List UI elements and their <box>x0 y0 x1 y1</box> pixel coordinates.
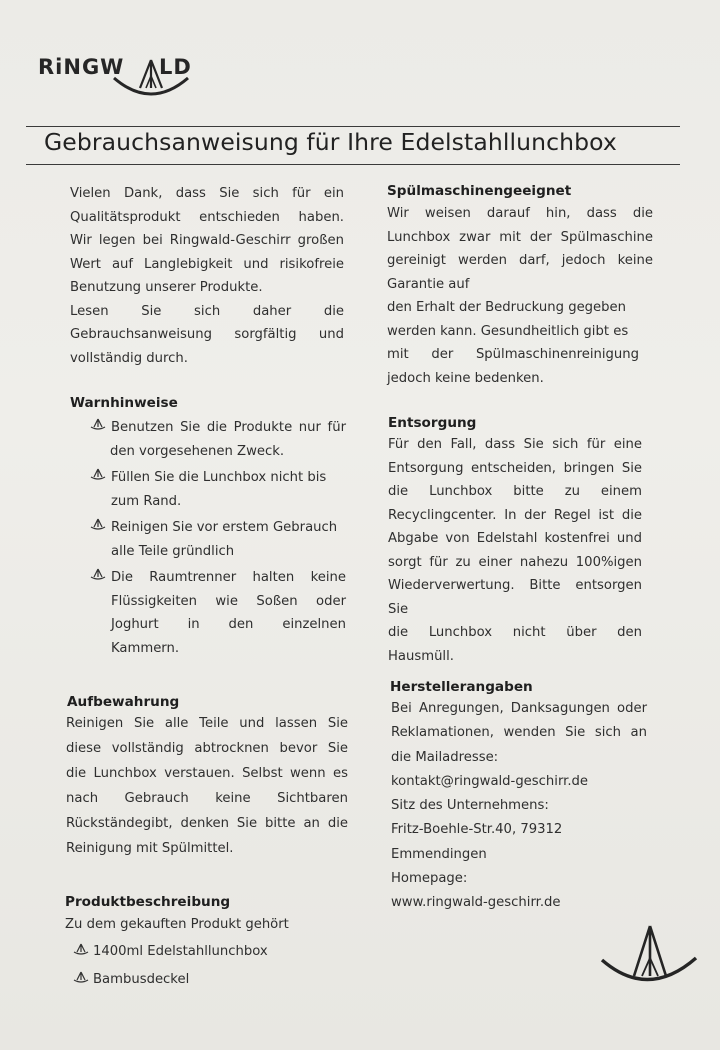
title-rule-bottom <box>26 164 680 165</box>
disposal-line: Abgabe von Edelstahl kostenfrei und <box>388 531 642 546</box>
warning-line: Benutzen Sie die Produkte nur für <box>111 420 346 435</box>
disposal-line: Entsorgung entscheiden, bringen Sie <box>388 460 642 476</box>
intro-line: Wert auf Langlebigkeit und risikofreie <box>70 256 344 272</box>
disposal-line: sorgt für zu einer nahezu 100%igen <box>388 554 642 570</box>
warning-item <box>90 566 346 660</box>
intro-line: vollständig durch. <box>70 350 188 366</box>
disposal-paragraph <box>388 433 642 668</box>
warning-line: den vorgesehenen Zweck. <box>110 443 285 459</box>
warning-line: Reinigen Sie vor erstem Gebrauch <box>111 520 338 535</box>
left-column <box>70 182 344 370</box>
manufacturer-city: Emmendingen <box>391 846 487 862</box>
title-rule-top <box>26 126 680 127</box>
dishwasher-line: werden kann. Gesundheitlich gibt es <box>387 323 629 339</box>
warning-item <box>90 466 346 513</box>
manufacturer-line: Homepage: <box>391 871 468 887</box>
product-item-label: 1400ml Edelstahllunchbox <box>93 944 268 959</box>
storage-paragraph <box>66 711 348 861</box>
storage-line: nach Gebrauch keine Sichtbaren <box>66 791 348 806</box>
storage-line: diese vollständig abtrocknen bevor Sie <box>66 741 348 756</box>
manufacturer-heading: Herstellerangaben <box>390 679 533 695</box>
warning-line: Flüssigkeiten wie Soßen oder <box>111 593 346 609</box>
intro-line: Wir legen bei Ringwald-Geschirr großen <box>70 233 344 248</box>
disposal-line: Für den Fall, dass Sie sich für eine <box>388 437 642 452</box>
warning-item <box>90 416 346 463</box>
warning-line: alle Teile gründlich <box>111 543 235 559</box>
product-item <box>65 940 355 964</box>
storage-line: Reinigung mit Spülmittel. <box>66 841 234 856</box>
product-section <box>65 913 355 992</box>
intro-line: Qualitätsprodukt entschieden haben. <box>70 209 344 225</box>
dishwasher-line: Garantie auf <box>387 276 470 292</box>
logo-graphic <box>38 50 203 100</box>
product-intro: Zu dem gekauften Produkt gehört <box>65 917 289 932</box>
dishwasher-line: Lunchbox zwar mit der Spülmaschine <box>387 229 653 245</box>
storage-line: Rückständegibt, denken Sie bitte an die <box>66 816 348 831</box>
manufacturer-line: Sitz des Unternehmens: <box>391 798 549 814</box>
logo-text-left: RiNGW <box>38 55 125 79</box>
tent-icon <box>90 518 106 530</box>
dishwasher-line: den Erhalt der Bedruckung gegeben <box>387 300 627 315</box>
storage-heading: Aufbewahrung <box>67 694 180 710</box>
logo-text-right: LD <box>159 55 192 79</box>
page-title: Gebrauchsanweisung für Ihre Edelstahllunchbox <box>44 128 617 156</box>
product-item <box>65 968 355 992</box>
tent-icon <box>90 418 106 430</box>
disposal-line: Hausmüll. <box>388 648 454 664</box>
storage-line: Reinigen Sie alle Teile und lassen Sie <box>66 716 348 731</box>
warning-line: Joghurt in den einzelnen <box>111 617 346 632</box>
tent-icon <box>73 971 89 983</box>
warning-line: Kammern. <box>111 640 180 656</box>
dishwasher-line: gereinigt werden darf, jedoch keine <box>387 253 653 268</box>
manufacturer-homepage: www.ringwald-geschirr.de <box>391 895 561 911</box>
disposal-line: die Lunchbox nicht über den <box>388 625 642 640</box>
product-item-label: Bambusdeckel <box>93 972 190 987</box>
disposal-line: die Lunchbox bitte zu einem <box>388 484 642 499</box>
manufacturer-line: Reklamationen, wenden Sie sich an <box>391 725 647 741</box>
dishwasher-line: jedoch keine bedenken. <box>387 370 544 386</box>
dishwasher-paragraph <box>387 202 653 390</box>
warnings-heading: Warnhinweise <box>70 395 178 411</box>
manufacturer-email: kontakt@ringwald-geschirr.de <box>391 773 589 789</box>
manufacturer-line: Bei Anregungen, Danksagungen oder <box>391 701 647 716</box>
intro-line: Lesen Sie sich daher die <box>70 303 344 319</box>
tent-icon <box>73 943 89 955</box>
dishwasher-line: Wir weisen darauf hin, dass die <box>387 206 653 221</box>
tent-icon <box>90 468 106 480</box>
disposal-heading: Entsorgung <box>388 415 477 431</box>
warning-line: Die Raumtrenner halten keine <box>111 570 346 585</box>
disposal-line: Recyclingcenter. In der Regel ist die <box>388 507 642 523</box>
manufacturer-line: die Mailadresse: <box>391 749 499 765</box>
warning-item <box>90 516 346 563</box>
intro-line: Benutzung unserer Produkte. <box>70 280 263 295</box>
manufacturer-address: Fritz-Boehle-Str.40, 79312 <box>391 822 563 838</box>
warning-line: zum Rand. <box>111 493 182 509</box>
storage-line: die Lunchbox verstauen. Selbst wenn es <box>66 766 348 781</box>
intro-line: Vielen Dank, dass Sie sich für ein <box>70 186 344 201</box>
dishwasher-line: mit der Spülmaschinenreinigung <box>387 347 639 362</box>
tent-icon <box>90 568 106 580</box>
manufacturer-paragraph <box>391 697 647 916</box>
intro-paragraph <box>70 182 344 370</box>
product-heading: Produktbeschreibung <box>65 894 231 910</box>
intro-line: Gebrauchsanweisung sorgfältig und <box>70 327 344 342</box>
dishwasher-heading: Spülmaschinengeeignet <box>387 183 572 199</box>
warnings-list <box>90 416 346 663</box>
warning-line: Füllen Sie die Lunchbox nicht bis <box>111 470 327 485</box>
disposal-line: Wiederverwertung. Bitte entsorgen Sie <box>388 578 642 617</box>
ringwald-logo <box>38 50 203 100</box>
tent-arc-icon <box>600 922 700 984</box>
